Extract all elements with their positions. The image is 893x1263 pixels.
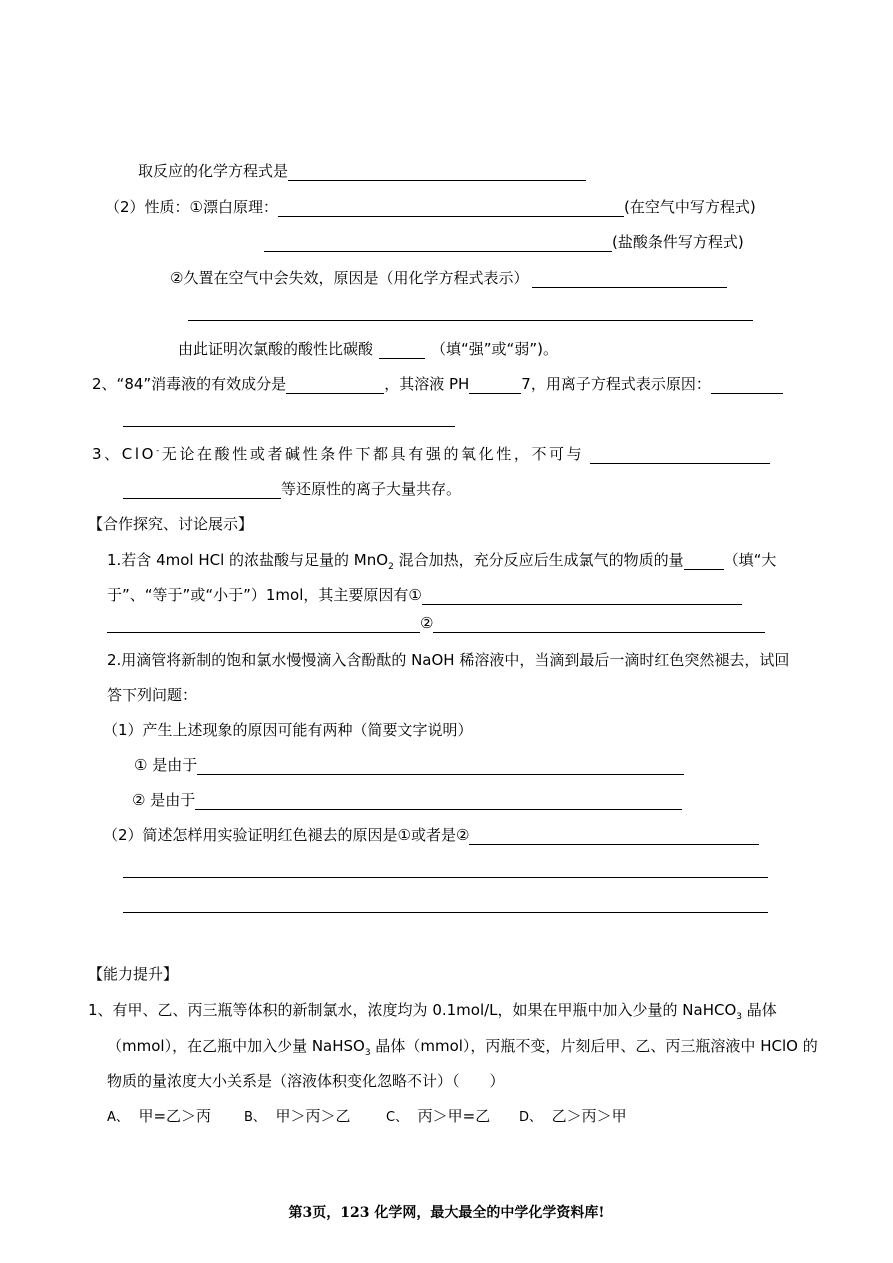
- q2-part2: （2）简述怎样用实验证明红色褪去的原因是①或者是②: [103, 826, 470, 844]
- answer-line[interactable]: [123, 912, 768, 913]
- answer-blank[interactable]: [469, 377, 521, 394]
- answer-blank[interactable]: [107, 616, 420, 633]
- answer-blank[interactable]: [711, 377, 783, 394]
- line-bleaching-principle: [105, 197, 756, 217]
- line-q2-part1: [103, 720, 473, 740]
- subscript-3: 3: [736, 1012, 743, 1022]
- line-q3-a: [88, 1000, 777, 1020]
- line-q2-reason2: [132, 790, 682, 810]
- answer-blank[interactable]: [286, 377, 384, 394]
- answer-blank[interactable]: [469, 828, 759, 845]
- line-acidity-compare: [178, 339, 558, 359]
- answer-blank[interactable]: [684, 553, 724, 570]
- answer-line[interactable]: [188, 320, 753, 321]
- reducing-ions-label: 等还原性的离子大量共存。: [281, 480, 462, 498]
- q2-label-a: 2、“84”消毒液的有效成分是: [92, 375, 287, 393]
- line-q2-intro: [107, 650, 789, 670]
- line-q2-part2: [103, 825, 759, 845]
- line-hcl-equation: [264, 232, 744, 252]
- air-equation-hint: (在空气中写方程式): [624, 198, 756, 216]
- answer-blank[interactable]: [532, 271, 727, 288]
- answer-blank[interactable]: [195, 793, 682, 810]
- q2-part1: （1）产生上述现象的原因可能有两种（简要文字说明）: [103, 721, 473, 739]
- option-c[interactable]: C、 丙＞甲=乙: [386, 1107, 491, 1125]
- q3-text-a2: 晶体: [742, 1001, 777, 1019]
- section-title: 【合作探究、讨论展示】: [88, 515, 254, 533]
- line-q2-intro-cont: [107, 685, 197, 705]
- answer-blank[interactable]: [422, 588, 742, 605]
- q1-text-c: （填“大: [723, 551, 777, 569]
- reaction-equation-label: 取反应的化学方程式是: [138, 162, 289, 180]
- q1-reason-2: ②: [420, 614, 434, 632]
- q2-label-c: 7，用离子方程式表示原因：: [521, 375, 711, 393]
- q3-text-b1: （mmol），在乙瓶中加入少量 NaHSO: [107, 1037, 365, 1055]
- answer-blank[interactable]: [433, 616, 765, 633]
- answer-line[interactable]: [123, 877, 768, 878]
- q1-text-d: 于”、“等于”或“小于”）1mol，其主要原因有①: [107, 586, 422, 604]
- q1-text-a: 1.若含 4mol HCl 的浓盐酸与足量的 MnO: [107, 551, 389, 569]
- storage-failure-label: ②久置在空气中会失效，原因是（用化学方程式表示）: [170, 269, 529, 287]
- answer-blank[interactable]: [379, 342, 425, 359]
- option-a[interactable]: A、 甲=乙＞丙: [107, 1107, 212, 1125]
- line-q1-hcl: [107, 550, 776, 570]
- answer-blank[interactable]: [123, 482, 281, 499]
- answer-blank[interactable]: [278, 200, 624, 217]
- section-ability-improvement: [88, 964, 178, 984]
- line-q1-compare: [107, 585, 742, 605]
- q2-label-b: ，其溶液 PH: [384, 375, 470, 393]
- answer-blank[interactable]: [288, 164, 586, 181]
- line-clo-oxidizing: [92, 444, 770, 464]
- section-title: 【能力提升】: [88, 965, 179, 983]
- answer-blank[interactable]: [590, 447, 770, 464]
- q2-reason2-label: ② 是由于: [132, 791, 196, 809]
- option-b[interactable]: B、 甲＞丙＞乙: [244, 1107, 351, 1125]
- page-footer: 第3页，123 化学网，最大最全的中学化学资料库!: [288, 1205, 605, 1221]
- line-q1-reasons: [107, 613, 765, 633]
- q2-reason1-label: ① 是由于: [134, 756, 198, 774]
- hcl-equation-hint: (盐酸条件写方程式): [612, 233, 744, 251]
- line-reaction-equation: [138, 161, 586, 181]
- q2-text-a: 2.用滴管将新制的饱和氯水慢慢滴入含酚酞的 NaOH 稀溶液中，当滴到最后一滴时红色突然褪去，试回: [107, 651, 790, 669]
- section-cooperative-inquiry: [88, 514, 253, 534]
- line-84-disinfectant: [92, 374, 783, 394]
- superscript-minus: -: [156, 446, 162, 456]
- answer-blank[interactable]: [197, 758, 684, 775]
- line-storage-failure: [170, 268, 727, 288]
- subscript-3: 3: [364, 1048, 371, 1058]
- q1-text-b: 混合加热，充分反应后生成氯气的物质的量: [393, 551, 684, 569]
- q3-options: [107, 1106, 627, 1128]
- answer-blank[interactable]: [264, 235, 612, 252]
- q3-text-c: 物质的量浓度大小关系是（溶液体积变化忽略不计）（ ）: [107, 1072, 505, 1090]
- option-d[interactable]: D、 乙＞丙＞甲: [519, 1107, 627, 1125]
- q2-text-b: 答下列问题：: [107, 686, 198, 704]
- bleaching-label: （2）性质：①漂白原理：: [105, 198, 278, 216]
- acidity-label: 由此证明次氯酸的酸性比碳酸: [178, 340, 374, 358]
- subscript-2: 2: [388, 562, 394, 572]
- q3-label-a: 3、ClO: [92, 445, 156, 463]
- line-reducing-ions: [123, 479, 461, 499]
- q3-label-b: 无论在酸性或者碱性条件下都具有强的氧化性，不可与: [161, 445, 585, 463]
- answer-line[interactable]: [123, 426, 455, 427]
- line-q2-reason1: [134, 755, 684, 775]
- line-q3-c: [107, 1071, 505, 1091]
- line-q3-b: [107, 1036, 818, 1056]
- acidity-hint: （填“强”或“弱”)。: [431, 340, 558, 358]
- q3-text-b2: 晶体（mmol），丙瓶不变，片刻后甲、乙、丙三瓶溶液中 HClO 的: [370, 1037, 818, 1055]
- q3-text-a1: 1、有甲、乙、丙三瓶等体积的新制氯水，浓度均为 0.1mol/L，如果在甲瓶中加入少量的 NaHCO: [88, 1001, 737, 1019]
